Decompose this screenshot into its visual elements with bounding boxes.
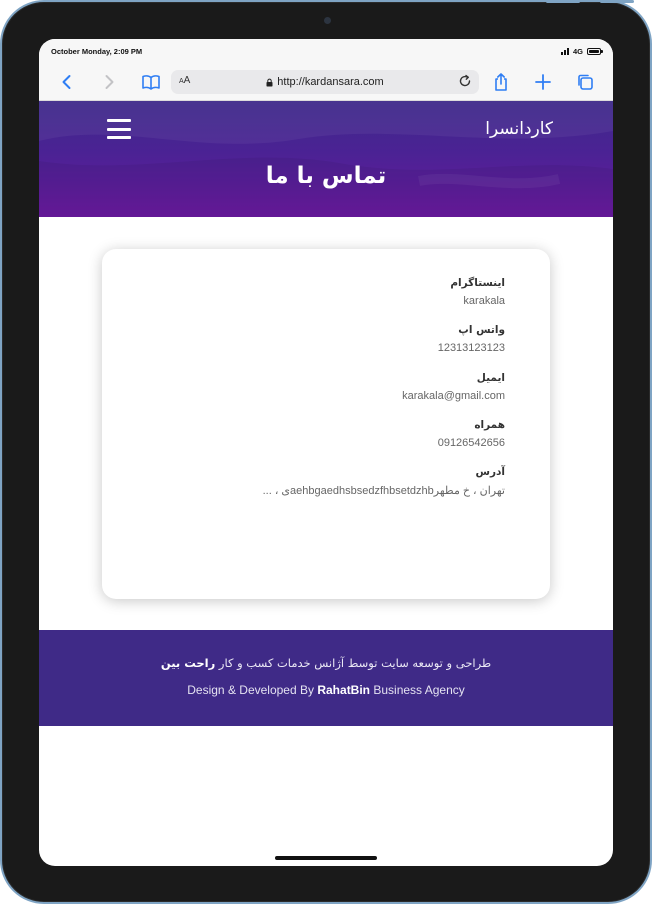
status-bar	[39, 39, 613, 63]
contact-label: واتس اپ	[458, 324, 505, 336]
contact-label: اینستاگرام	[450, 277, 505, 289]
browser-toolbar	[39, 63, 613, 101]
contact-value[interactable]: 12313123123	[437, 342, 505, 354]
contact-value: تهران ، خ مطهرaehbgaedhsbsedzfhbsetdzhbی ، ...	[262, 485, 505, 497]
site-footer	[39, 630, 613, 726]
reload-icon[interactable]	[457, 73, 473, 89]
chevron-left-icon[interactable]	[56, 71, 78, 93]
share-icon[interactable]	[490, 71, 512, 93]
brand-logo[interactable]: کاردانسرا	[485, 119, 553, 139]
signal-icon	[561, 48, 569, 55]
contact-card	[102, 249, 550, 599]
footer-credit-fa: طراحی و توسعه سایت توسط آژانس خدمات کسب و کار راحت بین	[160, 656, 492, 670]
contact-value[interactable]: karakala	[463, 295, 505, 307]
address-bar[interactable]	[171, 70, 479, 94]
contact-item-address	[125, 466, 505, 497]
contact-label: ایمیل	[476, 372, 505, 384]
camera	[324, 17, 331, 24]
contact-value[interactable]: karakala@gmail.com	[402, 390, 505, 402]
contact-item-whatsapp	[125, 324, 505, 354]
hamburger-menu-icon[interactable]	[107, 119, 131, 139]
top-button	[546, 0, 580, 3]
page-title: تماس با ما	[265, 163, 387, 189]
contact-value[interactable]: 09126542656	[437, 437, 505, 449]
home-indicator[interactable]	[275, 856, 377, 860]
contact-item-instagram	[125, 277, 505, 307]
plus-icon[interactable]	[532, 71, 554, 93]
contact-label: همراه	[474, 419, 505, 431]
tabs-icon[interactable]	[574, 71, 596, 93]
text-size-button[interactable]: AA	[179, 75, 191, 86]
lock-icon	[266, 78, 273, 87]
contact-label: آدرس	[475, 466, 505, 478]
network-label: 4G	[572, 46, 583, 56]
status-time: October Monday, 2:09 PM	[51, 46, 143, 56]
book-icon[interactable]	[140, 71, 162, 93]
battery-icon	[587, 48, 601, 55]
contact-item-email	[125, 372, 505, 402]
chevron-right-icon[interactable]	[98, 71, 120, 93]
url-text: http://kardansara.com	[277, 76, 384, 88]
footer-brand-fa[interactable]: راحت بین	[160, 656, 216, 670]
top-button	[600, 0, 634, 3]
footer-credit-en: Design & Developed By RahatBin Business Agency	[187, 683, 465, 697]
footer-brand-en[interactable]: RahatBin	[317, 683, 371, 697]
screen	[39, 39, 613, 866]
contact-item-mobile	[125, 419, 505, 449]
page-header	[39, 101, 613, 217]
